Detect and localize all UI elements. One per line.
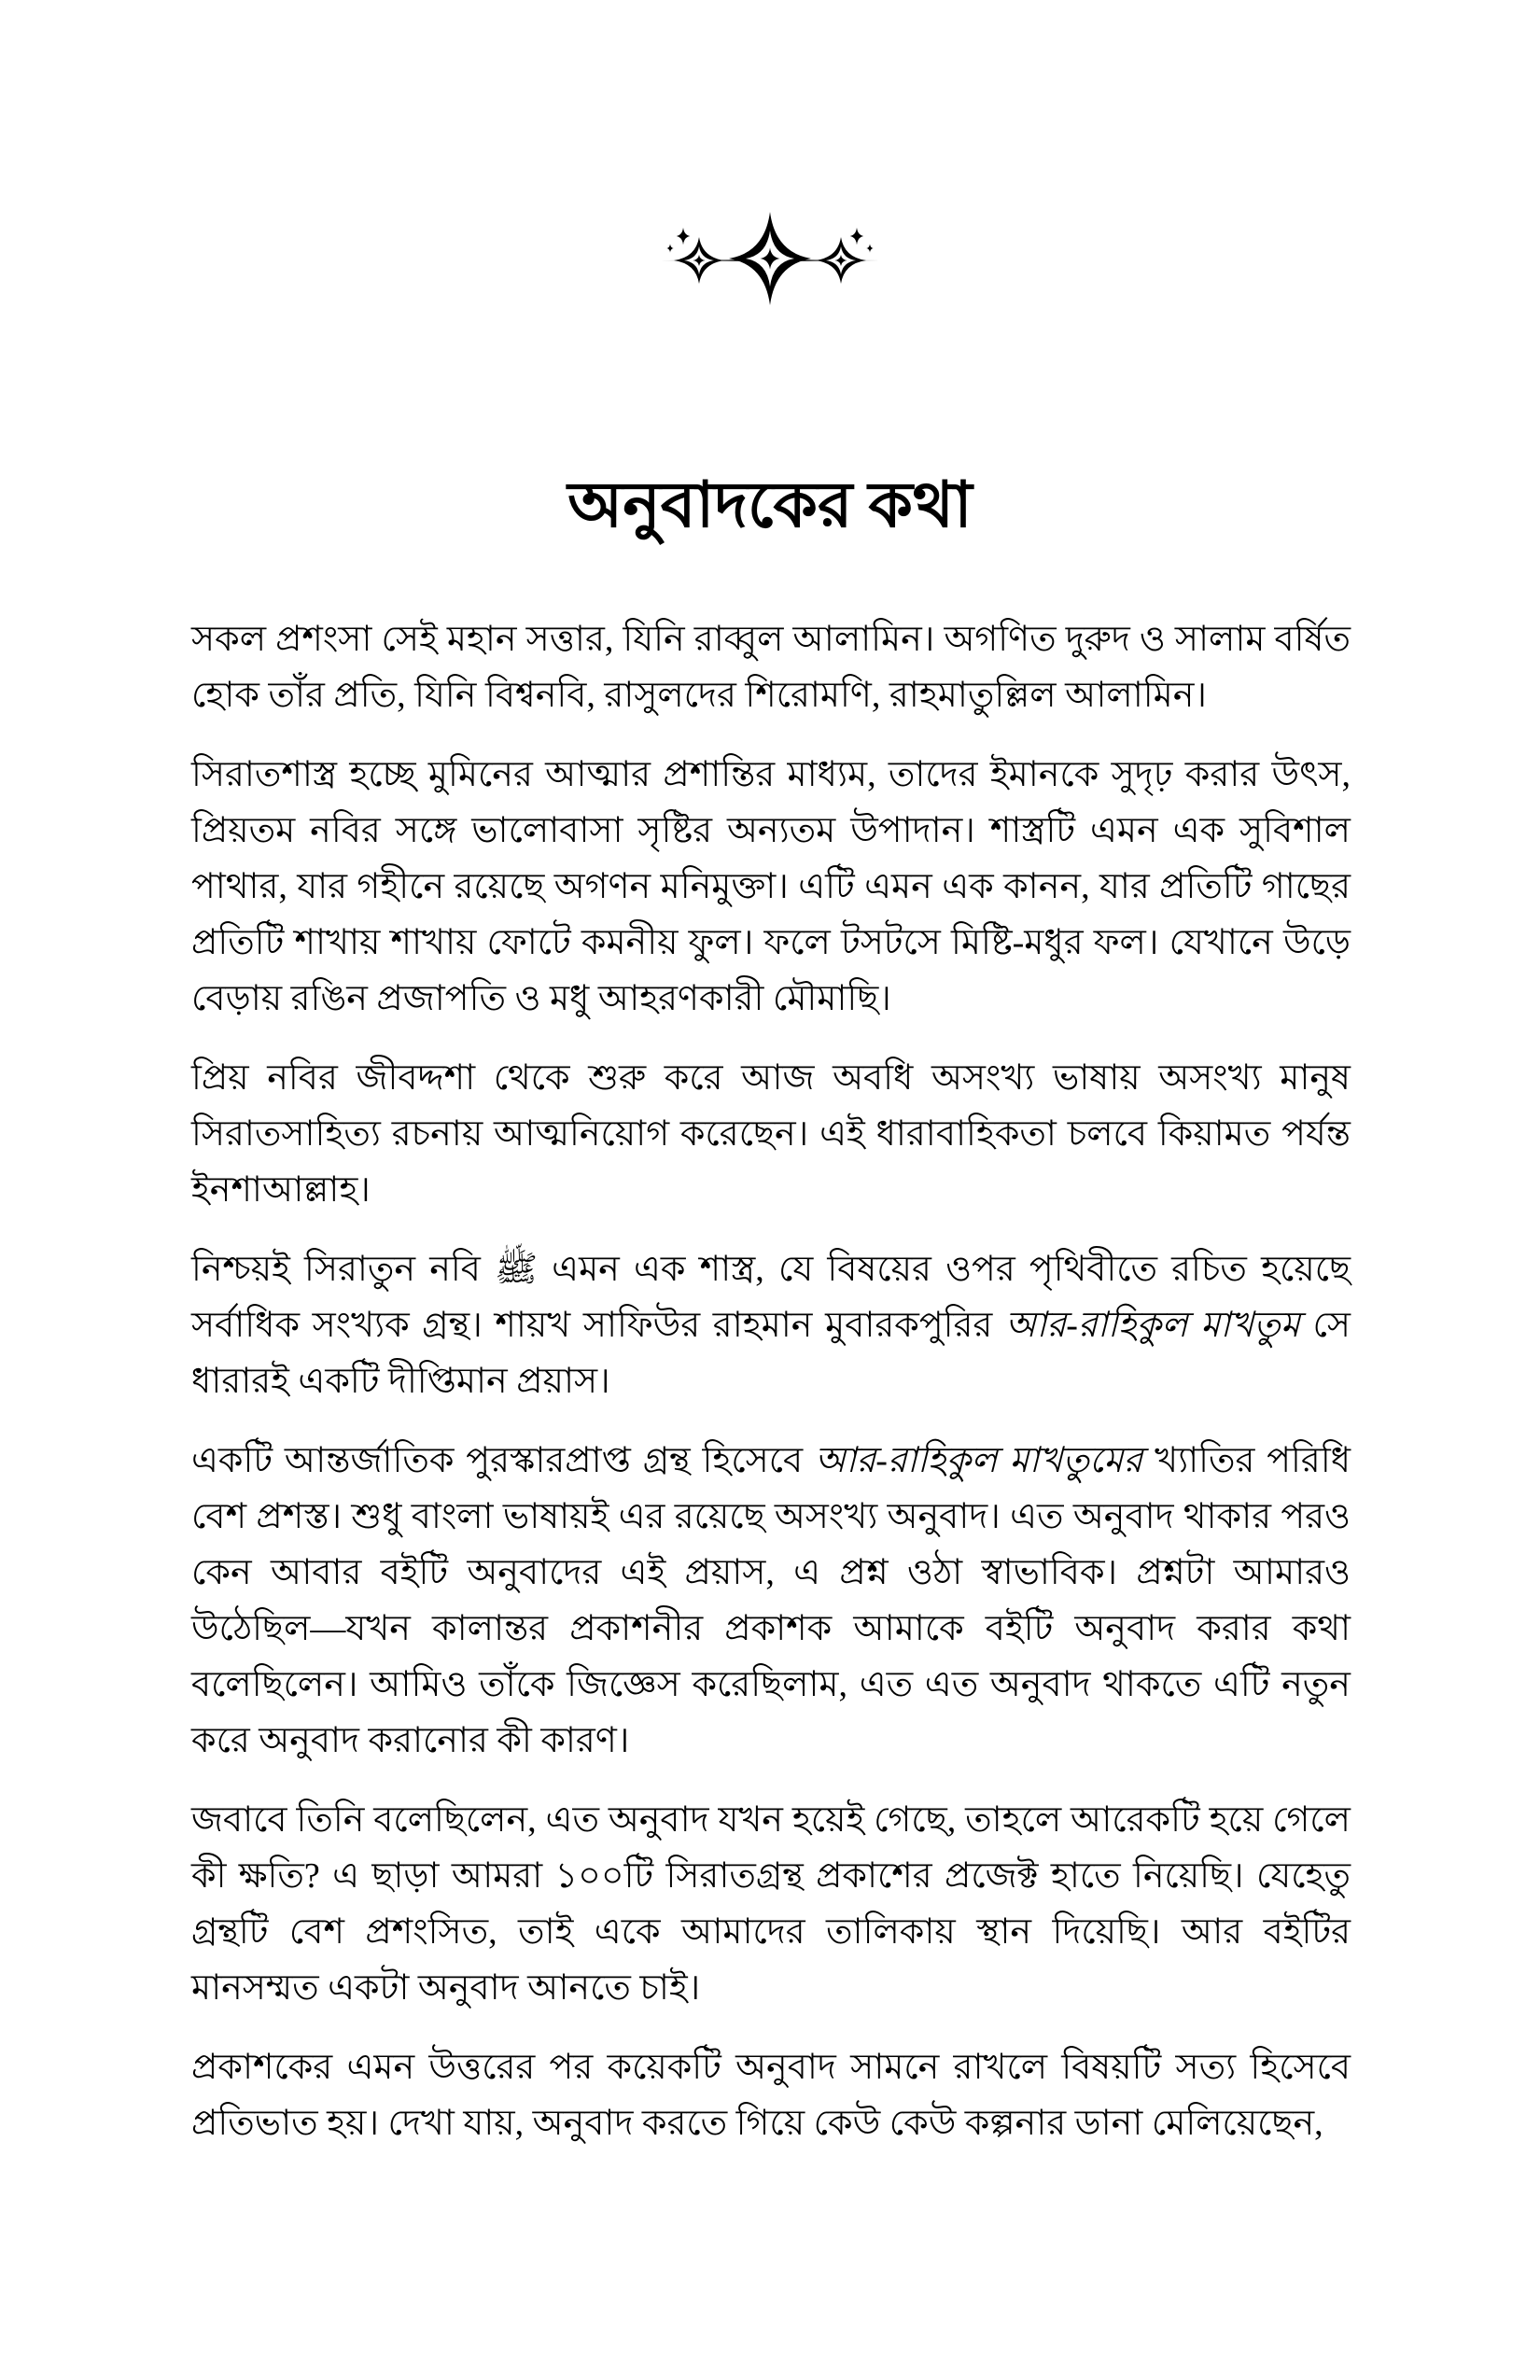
star-divider-ornament <box>658 201 882 322</box>
paragraph <box>191 747 1351 1027</box>
text-run: সিরাতশাস্ত্র হচ্ছে মুমিনের আত্মার প্রশান্তির মাধ্যম, তাদের ইমানকে সুদৃঢ় করার উৎস, প্রিয়তম নবির সঙ্গে ভালোবাসা সৃষ্টির অন্যতম উপাদান। শাস্ত্রটি এমন এক সুবিশাল পাথার, যার গহীনে রয়েছে অগণন মনিমুক্তা। এটি এমন এক কানন, যার প্রতিটি গাছের প্রতিটি শাখায় শাখায় ফোটে কমনীয় ফুল। ফলে টসটসে মিষ্টি-মধুর ফল। যেখানে উড়ে বেড়ায় রঙিন প্রজাপতি ও মধু আহরণকারী মৌমাছি। <box>191 755 1351 1018</box>
paragraph <box>191 1241 1351 1409</box>
italic-text-run: আর-রাহিকুল মাখতুম <box>1004 1306 1300 1345</box>
italic-text-run: আর-রাহিকুল মাখতুমের <box>815 1441 1143 1480</box>
text-run: প্রিয় নবির জীবদ্দশা থেকে শুরু করে আজ অবধি অসংখ্য ভাষায় অসংখ্য মানুষ সিরাতসাহিত্য রচনায় আত্মনিয়োগ করেছেন। এই ধারাবাহিকতা চলবে কিয়ামত পর্যন্ত ইনশাআল্লাহ। <box>191 1058 1351 1210</box>
text-run: জবাবে তিনি বলেছিলেন, এত অনুবাদ যখন হয়েই গেছে, তাহলে আরেকটি হয়ে গেলে কী ক্ষতি? এ ছাড়া আমরা ১০০টি সিরাতগ্রন্থ প্রকাশের প্রজেক্ট হাতে নিয়েছি। যেহেতু গ্রন্থটি বেশ প্রশংসিত, তাই একে আমাদের তালিকায় স্থান দিয়েছি। আর বইটির মানসম্মত একটা অনুবাদ আনতে চাই। <box>191 1800 1351 2008</box>
page-title: অনুবাদকের কথা <box>567 469 973 540</box>
body-text <box>191 611 1351 2151</box>
text-run: প্রকাশকের এমন উত্তরের পর কয়েকটি অনুবাদ সামনে রাখলে বিষয়টি সত্য হিসেবে প্রতিভাত হয়। দেখা যায়, অনুবাদ করতে গিয়ে কেউ কেউ কল্পনার ডানা মেলিয়েছেন, <box>191 2048 1351 2143</box>
four-pointed-star-divider-icon <box>658 201 882 322</box>
text-run: নিশ্চয়ই সিরাতুন নবি ﷺ এমন এক শাস্ত্র, যে বিষয়ের ওপর পৃথিবীতে রচিত হয়েছে সর্বাধিক সংখ্যক গ্রন্থ। শায়খ সাফিউর রাহমান মুবারকপুরির <box>191 1250 1351 1345</box>
paragraph <box>191 1050 1351 1218</box>
text-run: সে ধারারই একটি দীপ্তিমান প্রয়াস। <box>191 1306 1351 1401</box>
paragraph <box>191 611 1351 723</box>
text-run: একটি আন্তর্জাতিক পুরস্কারপ্রাপ্ত গ্রন্থ হিসেবে <box>191 1441 815 1480</box>
text-run: সকল প্রশংসা সেই মহান সত্তার, যিনি রাব্বুল আলামিন। অগণিত দুরুদ ও সালাম বর্ষিত হোক তাঁর প্রতি, যিনি বিশ্বনবি, রাসুলদের শিরোমণি, রাহমাতুল্লিল আলামিন। <box>191 620 1351 715</box>
paragraph <box>191 1792 1351 2016</box>
text-run: খ্যাতির পরিধি বেশ প্রশস্ত। শুধু বাংলা ভাষায়ই এর রয়েছে অসংখ্য অনুবাদ। এত অনুবাদ থাকার পরও কেন আবার বইটি অনুবাদের এই প্রয়াস, এ প্রশ্ন ওঠা স্বাভাবিক। প্রশ্নটা আমারও উঠেছিল—যখন কালান্তর প্রকাশনীর প্রকাশক আমাকে বইটি অনুবাদ করার কথা বলেছিলেন। আমিও তাঁকে জিজ্ঞেস করেছিলাম, এত এত অনুবাদ থাকতে এটি নতুন করে অনুবাদ করানোর কী কারণ। <box>191 1441 1351 1760</box>
paragraph <box>191 1433 1351 1769</box>
paragraph <box>191 2039 1351 2151</box>
